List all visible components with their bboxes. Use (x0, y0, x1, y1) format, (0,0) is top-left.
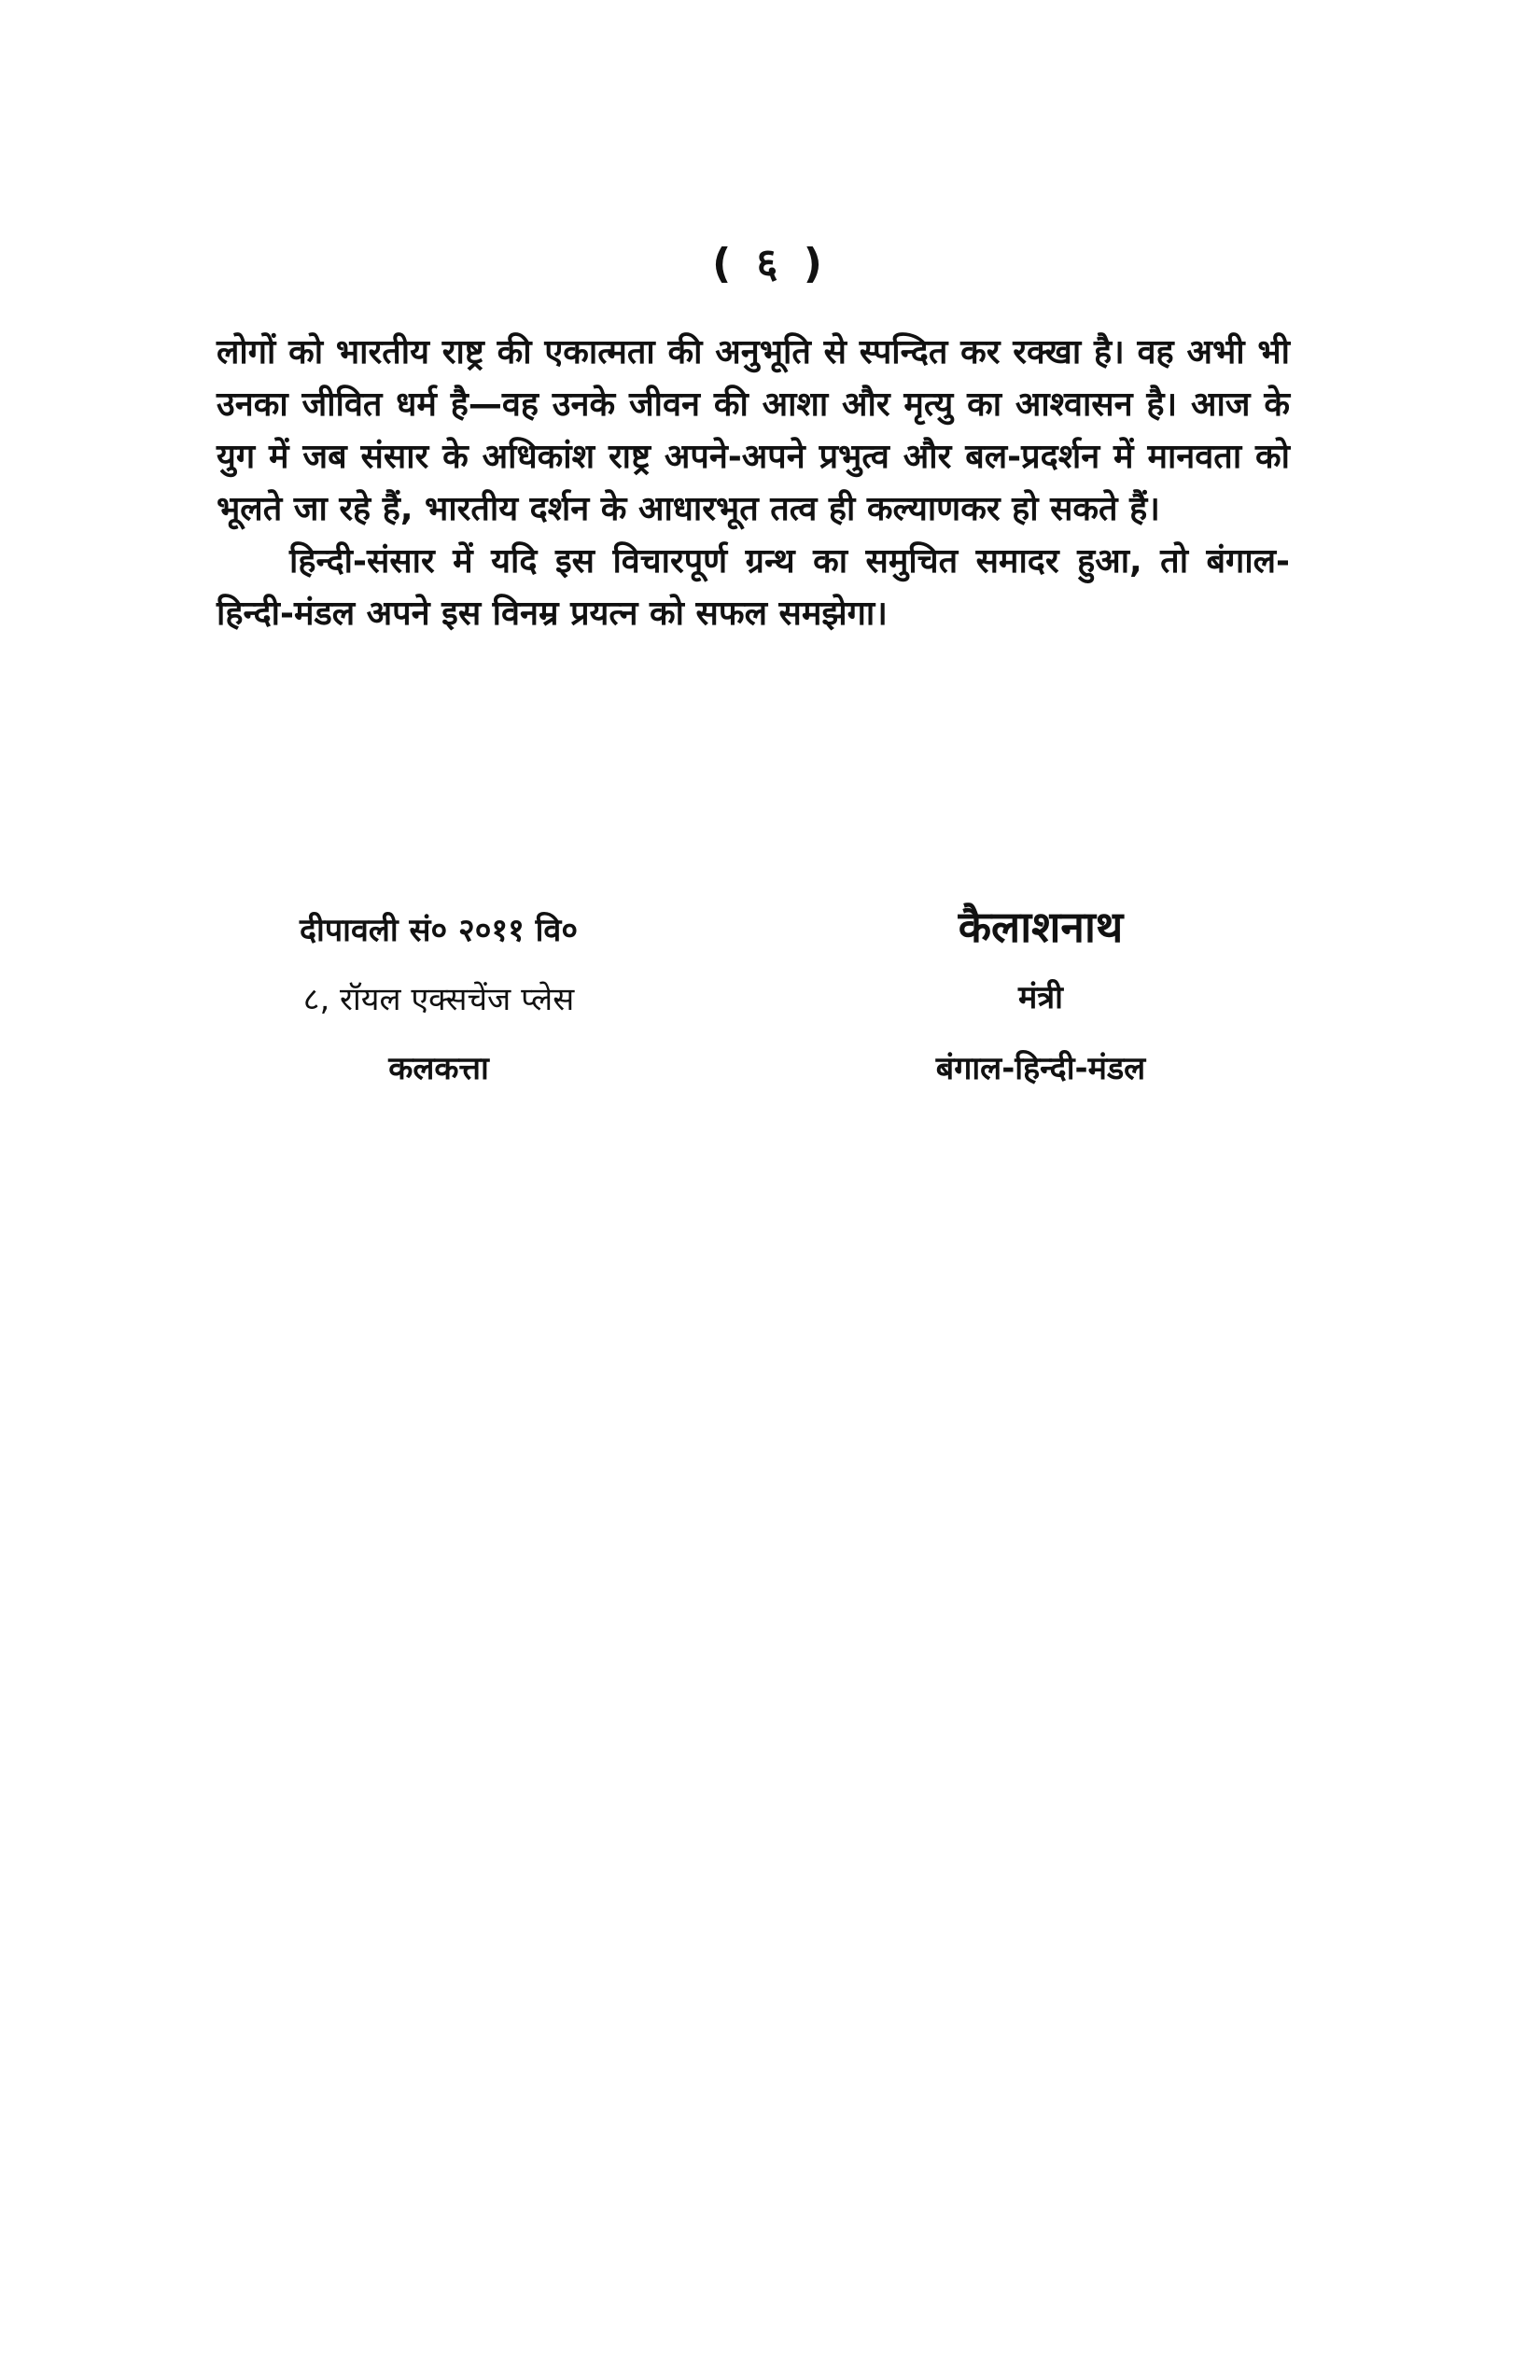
signature-date: दीपावली सं० २०११ वि० (299, 912, 579, 949)
body-text (217, 327, 1290, 640)
signatory-organization: बंगाल-हिन्दी-मंडल (935, 1050, 1146, 1087)
signature-block (840, 891, 1241, 1104)
paragraph-2: हिन्दी-संसार में यदि इस विचारपूर्ण ग्रन्थ का समुचित समादर हुआ, तो बंगाल-हिन्दी-मंडल अपने इस विनम्र प्रयत्न को सफल समझेगा। (217, 542, 1290, 633)
signature-address: ८, रॉयल एक्सचेंज प्लेस (302, 981, 575, 1018)
signature-city: कलकत्ता (388, 1050, 489, 1087)
signatory-name: कैलाशनाथ (958, 902, 1124, 952)
paragraph-1: लोगों को भारतीय राष्ट्र की एकात्मता की अनुभूति से स्पन्दित कर रक्खा है। वह अभी भी उनका जीवित धर्म है—वह उनके जीवन की आशा और मृत्यु का आश्वासन है। आज के युग में जब संसार के अधिकांश राष्ट्र अपने-अपने प्रभुत्व और बल-प्रदर्शन में मानवता को भूलते जा रहे हैं, भारतीय दर्शन के आधारभूत तत्व ही कल्याणकर हो सकते हैं। (217, 333, 1290, 528)
page-number: ( ६ ) (712, 240, 828, 287)
signatory-title: मंत्री (1018, 979, 1063, 1016)
signature-place-date (233, 896, 644, 1103)
